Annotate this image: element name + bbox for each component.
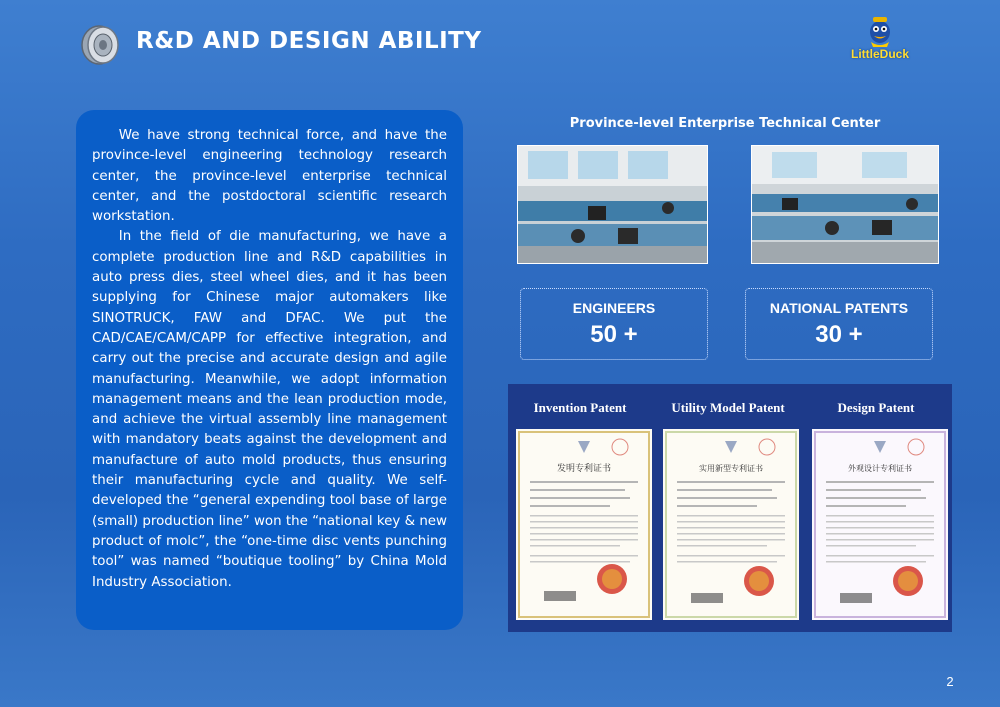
engineers-stat	[520, 288, 708, 360]
page-number: 2	[946, 674, 954, 689]
logo-text: LittleDuck	[850, 47, 909, 61]
page-title: R&D AND DESIGN ABILITY	[136, 28, 482, 54]
stat-value: 30 +	[815, 321, 863, 348]
utility-model-patent-certificate	[663, 429, 799, 620]
intro-paragraph: We have strong technical force, and have the province-level engineering technology research center, the province-level enterprise technical center, and the postdoctoral scientific research workstation.	[92, 128, 447, 225]
stat-label: ENGINEERS	[572, 300, 656, 316]
stat-value: 50 +	[590, 321, 638, 348]
stat-label: NATIONAL PATENTS	[769, 300, 909, 316]
certificate-title: 外观设计专利证书	[848, 464, 912, 473]
technical-center-caption: Province-level Enterprise Technical Center	[569, 116, 881, 131]
office-photo	[751, 145, 939, 264]
certificate-title: 实用新型专利证书	[699, 464, 763, 473]
invention-patent-label: Invention Patent	[533, 400, 627, 415]
patent-certificates-panel	[508, 384, 952, 632]
design-patent-certificate	[812, 429, 948, 620]
wheel-icon	[80, 24, 122, 66]
design-patent-label: Design Patent	[837, 400, 915, 415]
die-manufacturing-paragraph: In the field of die manufacturing, we have a complete production line and R&D capabilities in auto press dies, steel wheel dies, and it has been supplying for Chinese major automakers like SINOTRUCK, FAW and DFAC. We put the CAD/CAE/CAM/CAPP for effective integration, and carry out the precise and accurate design and agile manufacturing. Meanwhile, we adopt information management means and the lean production mode, and achieve the virtual assembly line management with mandatory beats against the development and manufacture of auto mold products, thus ensuring their manufacturing cycle and quality. We self-developed the “general expending tool base of large (small) production line” won the “national key & new product of molc”, the “one-time disc vents punching tool” was named “boutique tooling” by China Mold Industry Association.	[92, 229, 447, 590]
certificate-title: 发明专利证书	[556, 464, 612, 474]
description-panel	[76, 110, 463, 630]
invention-patent-certificate	[516, 429, 652, 620]
patents-stat	[745, 288, 933, 360]
office-photo	[517, 145, 708, 264]
utility-model-patent-label: Utility Model Patent	[671, 400, 785, 415]
